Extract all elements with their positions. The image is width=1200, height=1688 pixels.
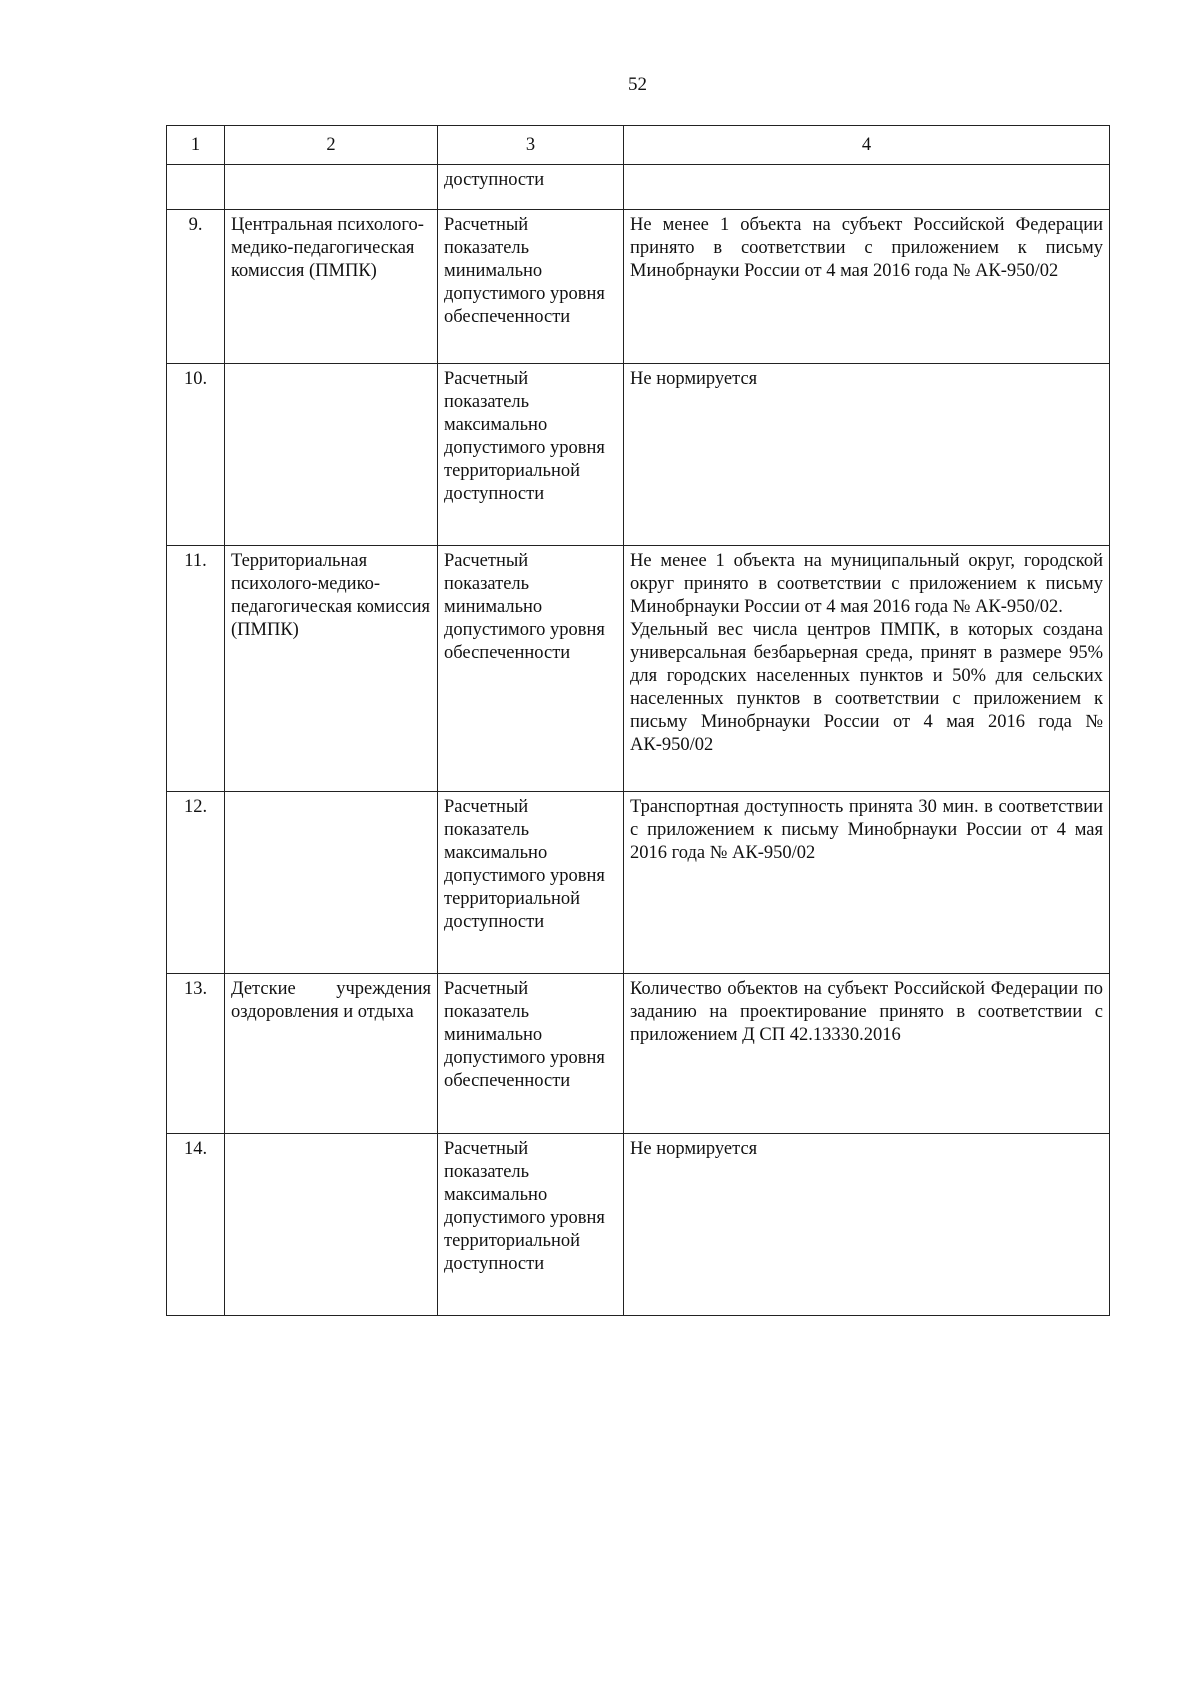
indicator-text: Расчетный показатель максимально допустимого уровня территориальной доступности bbox=[438, 792, 624, 974]
row-number: 9. bbox=[167, 210, 225, 364]
indicator-text: Расчетный показатель минимально допустимого уровня обеспеченности bbox=[438, 210, 624, 364]
value-paragraph: Удельный вес числа центров ПМПК, в которых создана универсальная безбарьерная среда, принят в размере 95% для городских населенных пунктов и 50% для сельских населенных пунктов в соответствии с приложением к письму Минобрнауки России от 4 мая 2016 года № АК-950/02 bbox=[630, 620, 1103, 755]
facility-name bbox=[225, 364, 438, 546]
indicator-value bbox=[624, 974, 1110, 1134]
indicator-value bbox=[624, 792, 1110, 974]
header-cell-2: 2 bbox=[225, 126, 438, 165]
page-number: 52 bbox=[628, 74, 647, 95]
indicator-value bbox=[624, 210, 1110, 364]
header-cell-1: 1 bbox=[167, 126, 225, 165]
header-cell-3: 3 bbox=[438, 126, 624, 165]
table-row bbox=[167, 1134, 1110, 1316]
indicator-value bbox=[624, 546, 1110, 792]
continuation-row bbox=[167, 165, 1110, 210]
table-row bbox=[167, 792, 1110, 974]
cont-cell-4 bbox=[624, 165, 1110, 210]
cont-cell-1 bbox=[167, 165, 225, 210]
row-number: 11. bbox=[167, 546, 225, 792]
value-paragraph: Не менее 1 объекта на муниципальный округ, городской округ принято в соответствии с приложением к письму Минобрнауки России от 4 мая 2016 года № АК-950/02. bbox=[630, 551, 1103, 617]
value-paragraph: Транспортная доступность принята 30 мин. в соответствии с приложением к письму Минобрнауки России от 4 мая 2016 года № АК-950/02 bbox=[630, 797, 1103, 863]
indicator-text: Расчетный показатель максимально допустимого уровня территориальной доступности bbox=[438, 1134, 624, 1316]
row-number: 12. bbox=[167, 792, 225, 974]
facility-name: Центральная психолого-медико-педагогическая комиссия (ПМПК) bbox=[225, 210, 438, 364]
facility-name bbox=[225, 792, 438, 974]
facility-name: Детские учреждения оздоровления и отдыха bbox=[225, 974, 438, 1134]
table-row bbox=[167, 974, 1110, 1134]
cont-cell-3: доступности bbox=[438, 165, 624, 210]
table-row bbox=[167, 210, 1110, 364]
indicator-text: Расчетный показатель максимально допустимого уровня территориальной доступности bbox=[438, 364, 624, 546]
facility-name bbox=[225, 1134, 438, 1316]
indicator-text: Расчетный показатель минимально допустимого уровня обеспеченности bbox=[438, 546, 624, 792]
value-paragraph: Не менее 1 объекта на субъект Российской Федерации принято в соответствии с приложением к письму Минобрнауки России от 4 мая 2016 года № АК-950/02 bbox=[630, 215, 1103, 281]
table-row bbox=[167, 546, 1110, 792]
indicator-value bbox=[624, 1134, 1110, 1316]
indicator-text: Расчетный показатель минимально допустимого уровня обеспеченности bbox=[438, 974, 624, 1134]
indicator-value bbox=[624, 364, 1110, 546]
value-paragraph: Не нормируется bbox=[630, 369, 758, 389]
cont-cell-2 bbox=[225, 165, 438, 210]
table-row bbox=[167, 364, 1110, 546]
value-paragraph: Не нормируется bbox=[630, 1139, 758, 1159]
header-cell-4: 4 bbox=[624, 126, 1110, 165]
facility-name: Территориальная психолого-медико-педагогическая комиссия (ПМПК) bbox=[225, 546, 438, 792]
value-paragraph: Количество объектов на субъект Российской Федерации по заданию на проектирование принято в соответствии с приложением Д СП 42.13330.2016 bbox=[630, 979, 1103, 1045]
table-header-row bbox=[167, 126, 1110, 165]
requirements-table bbox=[166, 125, 1110, 1316]
row-number: 13. bbox=[167, 974, 225, 1134]
row-number: 14. bbox=[167, 1134, 225, 1316]
row-number: 10. bbox=[167, 364, 225, 546]
